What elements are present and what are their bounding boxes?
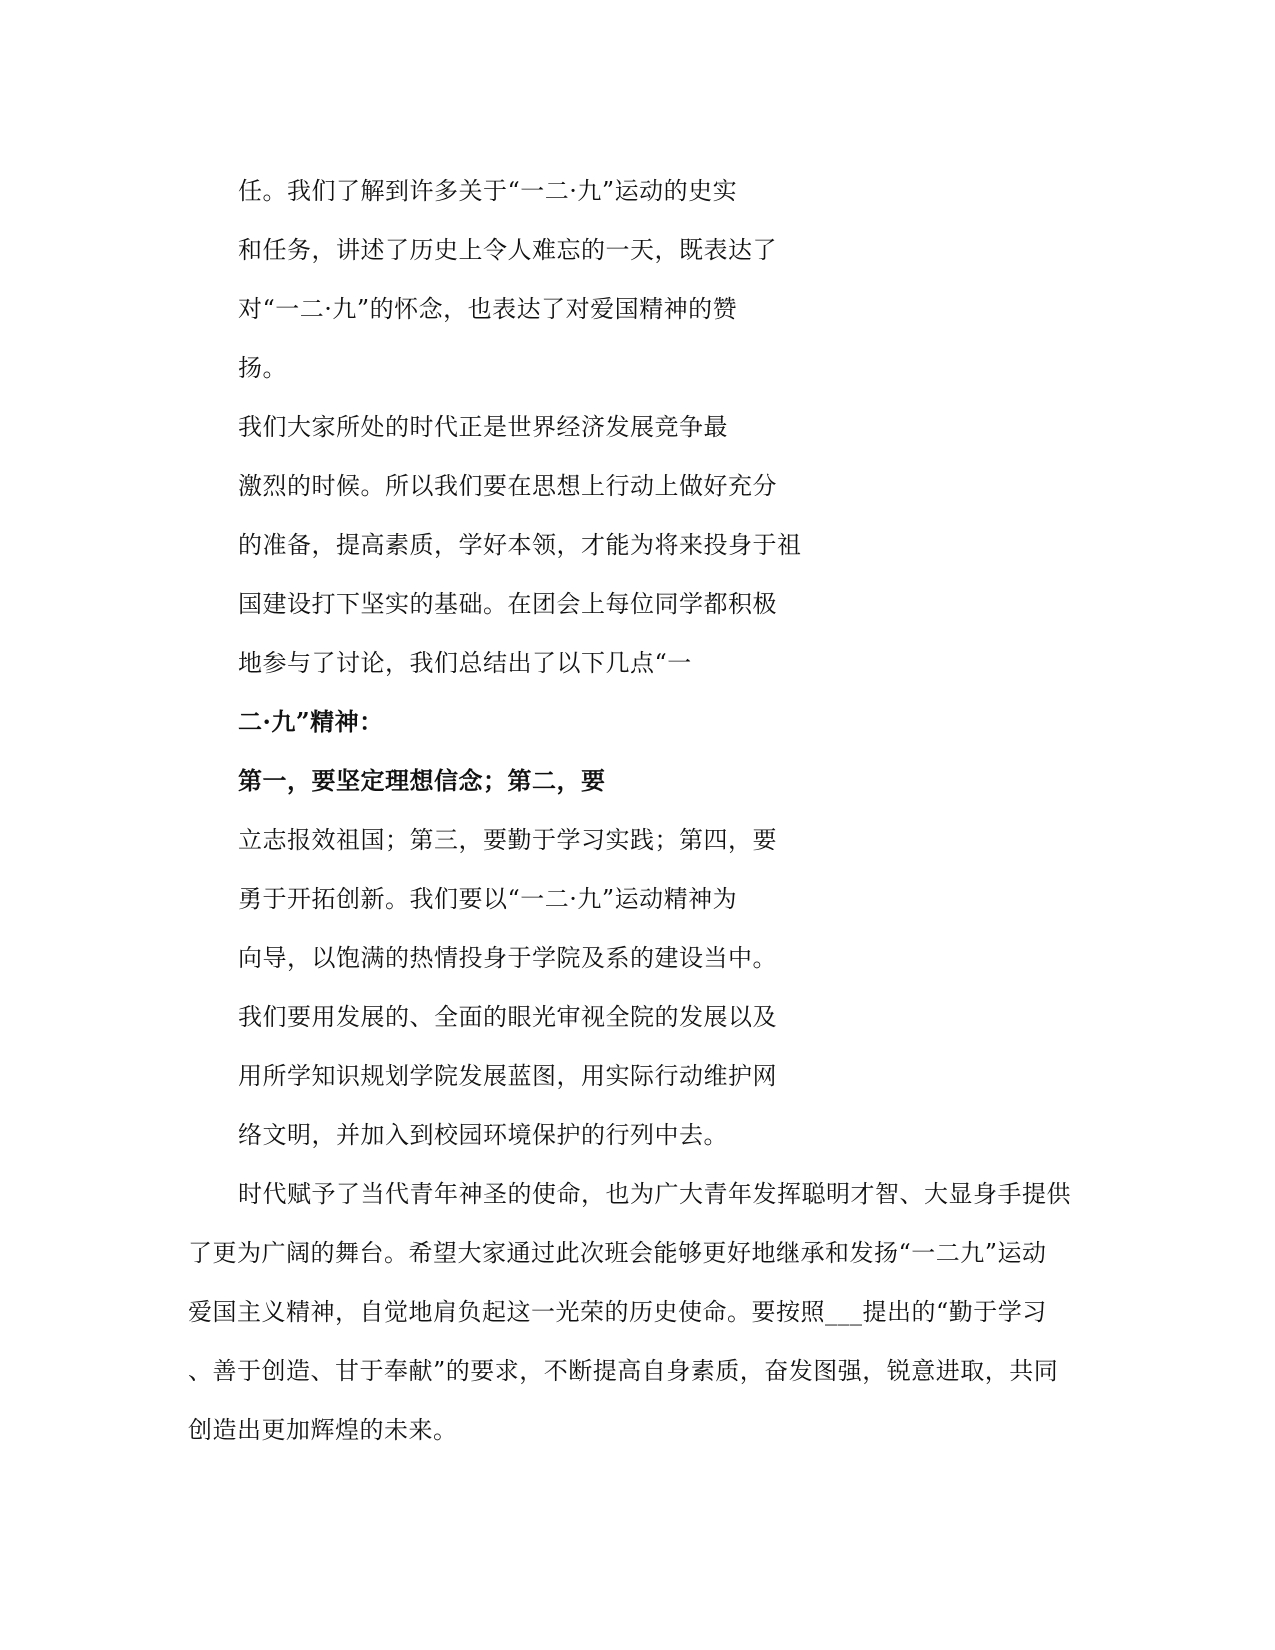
text-line: 激烈的时候。所以我们要在思想上行动上做好充分 (238, 472, 777, 500)
text-line: 、善于创造、甘于奉献”的要求，不断提高自身素质，奋发图强，锐意进取，共同 (188, 1357, 1059, 1385)
text-line: 用所学知识规划学院发展蓝图，用实际行动维护网 (238, 1062, 777, 1090)
text-line: 我们要用发展的、全面的眼光审视全院的发展以及 (238, 1003, 777, 1031)
text-line: 任。我们了解到许多关于“一二·九”运动的史实 (238, 177, 738, 205)
text-line: 向导，以饱满的热情投身于学院及系的建设当中。 (238, 944, 777, 972)
text-line: 地参与了讨论，我们总结出了以下几点“一 (238, 649, 692, 677)
text-line: 扬。 (238, 354, 287, 382)
text-line: 国建设打下坚实的基础。在团会上每位同学都积极 (238, 590, 777, 618)
text-line: 和任务，讲述了历史上令人难忘的一天，既表达了 (238, 236, 777, 264)
text-line: 的准备，提高素质，学好本领，才能为将来投身于祖 (238, 531, 802, 559)
text-line: 爱国主义精神，自觉地肩负起这一光荣的历史使命。要按照___提出的“勤于学习 (188, 1298, 1047, 1326)
text-line: 我们大家所处的时代正是世界经济发展竞争最 (238, 413, 728, 441)
text-line: 勇于开拓创新。我们要以“一二·九”运动精神为 (238, 885, 738, 913)
heading-line: 二·九”精神： (238, 707, 384, 736)
text-line: 了更为广阔的舞台。希望大家通过此次班会能够更好地继承和发扬“一二九”运动 (188, 1239, 1047, 1267)
text-line: 立志报效祖国；第三，要勤于学习实践；第四，要 (238, 826, 777, 854)
text-line: 创造出更加辉煌的未来。 (188, 1416, 458, 1444)
text-line: 时代赋予了当代青年神圣的使命，也为广大青年发挥聪明才智、大显身手提供 (238, 1180, 1071, 1208)
text-line: 络文明，并加入到校园环境保护的行列中去。 (238, 1121, 728, 1149)
heading-line: 第一，要坚定理想信念；第二，要 (238, 766, 606, 795)
text-line: 对“一二·九”的怀念，也表达了对爱国精神的赞 (238, 295, 738, 323)
